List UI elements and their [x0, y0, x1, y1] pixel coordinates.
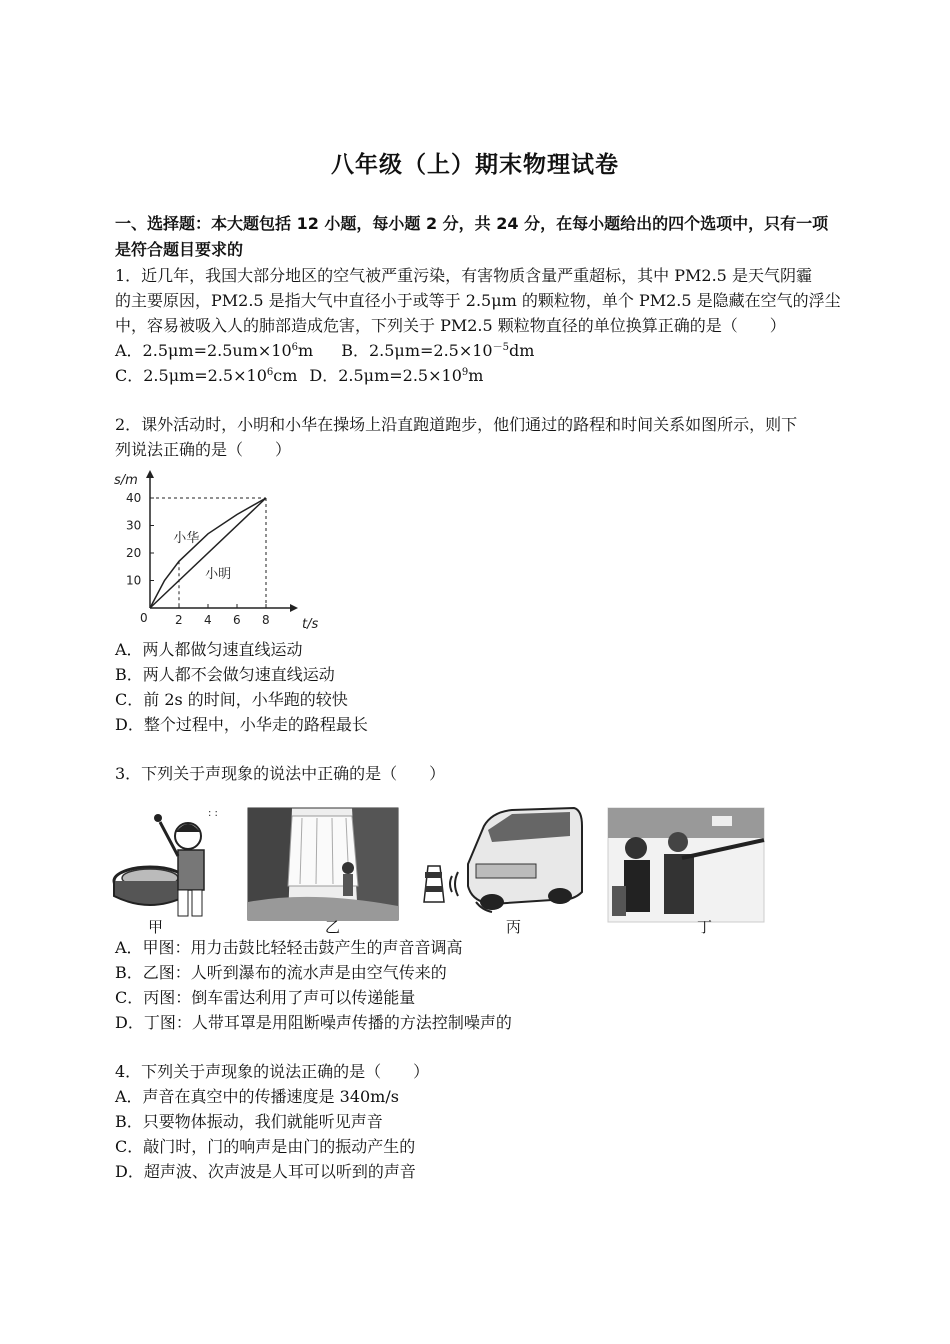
q1-option-d[interactable]: D．$2.5\mu m=2.5\times 10^9m$: [309, 366, 484, 385]
y-tick-label-20: 20: [126, 546, 142, 560]
q1-stem-line2: 的主要原因，PM2.5 是指大气中直径小于或等于 2.5μm 的颗粒物，单个 PM2.5 是隐藏在空气的浮尘: [115, 291, 841, 310]
q1-option-a[interactable]: A．$2.5\mu m=2.5um\times 10^6m$: [115, 341, 314, 360]
q4-option-d[interactable]: D．超声波、次声波是人耳可以听到的声音: [115, 1162, 416, 1181]
q3-option-d[interactable]: D．丁图：人带耳罩是用阻断噪声传播的方法控制噪声的: [115, 1013, 512, 1032]
q2-option-b[interactable]: B．两人都不会做匀速直线运动: [115, 665, 335, 684]
q3-option-a[interactable]: A．甲图：用力击鼓比轻轻击鼓产生的声音音调高: [115, 938, 463, 957]
x-axis-arrow: [290, 604, 298, 612]
x-axis-label: t/s: [302, 617, 319, 632]
section-heading-line2: 是符合题目要求的: [115, 240, 244, 259]
caption-yi: 乙: [325, 918, 341, 936]
caption-ding: 丁: [697, 918, 713, 936]
q2-option-a[interactable]: A．两人都做匀速直线运动: [115, 640, 303, 659]
q3-option-c[interactable]: C．丙图：倒车雷达利用了声可以传递能量: [115, 988, 416, 1007]
q1-option-c[interactable]: C．$2.5\mu m=2.5\times 10^6cm$: [115, 366, 298, 385]
series-xiaoming-line: [150, 498, 266, 608]
q1-option-b[interactable]: B．$2.5\mu m=2.5\times 10^{-5}dm$: [341, 341, 535, 360]
shooter-figure: [608, 808, 764, 922]
q4-stem: 4．下列关于声现象的说法正确的是（ ）: [115, 1062, 430, 1081]
svg-text:: :: : :: [208, 808, 218, 819]
q1-options-row1: [115, 341, 534, 361]
x-tick-label-4: 4: [204, 613, 212, 627]
q4-option-b[interactable]: B．只要物体振动，我们就能听见声音: [115, 1112, 383, 1131]
y-axis-label: s/m: [114, 473, 138, 488]
drum-figure: [114, 808, 218, 916]
q3-option-b[interactable]: B．乙图：人听到瀑布的流水声是由空气传来的: [115, 963, 447, 982]
q4-option-a[interactable]: A．声音在真空中的传播速度是 340m/s: [115, 1087, 399, 1106]
y-axis-arrow: [146, 470, 154, 478]
q3-figures: [112, 792, 772, 940]
series-xiaohua-label: 小华: [173, 531, 200, 546]
caption-bing: 丙: [506, 918, 522, 936]
x-tick-label-8: 8: [262, 613, 270, 627]
q2-option-d[interactable]: D．整个过程中，小华走的路程最长: [115, 715, 368, 734]
st-graph: [110, 466, 319, 636]
car-figure: [424, 808, 582, 912]
q2-stem-line2: 列说法正确的是（ ）: [115, 440, 292, 459]
q2-option-c[interactable]: C．前 2s 的时间，小华跑的较快: [115, 690, 348, 709]
series-xiaoming-label: 小明: [205, 566, 232, 582]
y-tick-label-30: 30: [126, 518, 142, 533]
q1-stem-line3: 中，容易被吸入人的肺部造成危害，下列关于 PM2.5 颗粒物直径的单位换算正确的是（ ）: [115, 316, 786, 335]
q3-stem: 3．下列关于声现象的说法中正确的是（ ）: [115, 764, 446, 783]
q4-option-c[interactable]: C．敲门时，门的响声是由门的振动产生的: [115, 1137, 416, 1156]
x-tick-label-2: 2: [175, 613, 183, 627]
x-tick-label-6: 6: [233, 613, 241, 627]
q1-options-row2: [115, 366, 483, 386]
q2-stem-line1: 2．课外活动时，小明和小华在操场上沿直跑道跑步，他们通过的路程和时间关系如图所示，则下: [115, 415, 798, 434]
waterfall-figure: [248, 808, 398, 920]
section-heading-line1: 一、选择题：本大题包括 12 小题，每小题 2 分，共 24 分，在每小题给出的四个选项中，只有一项: [115, 214, 829, 233]
caption-jia: 甲: [148, 918, 164, 936]
y-tick-label-40: 40: [126, 491, 142, 505]
q1-stem-line1: 1．近几年，我国大部分地区的空气被严重污染，有害物质含量严重超标，其中 PM2.5 是天气阴霾: [115, 266, 812, 285]
y-tick-label-10: 10: [126, 573, 142, 588]
page-title: 八年级（上）期末物理试卷: [331, 152, 619, 178]
origin-label: 0: [140, 611, 148, 625]
